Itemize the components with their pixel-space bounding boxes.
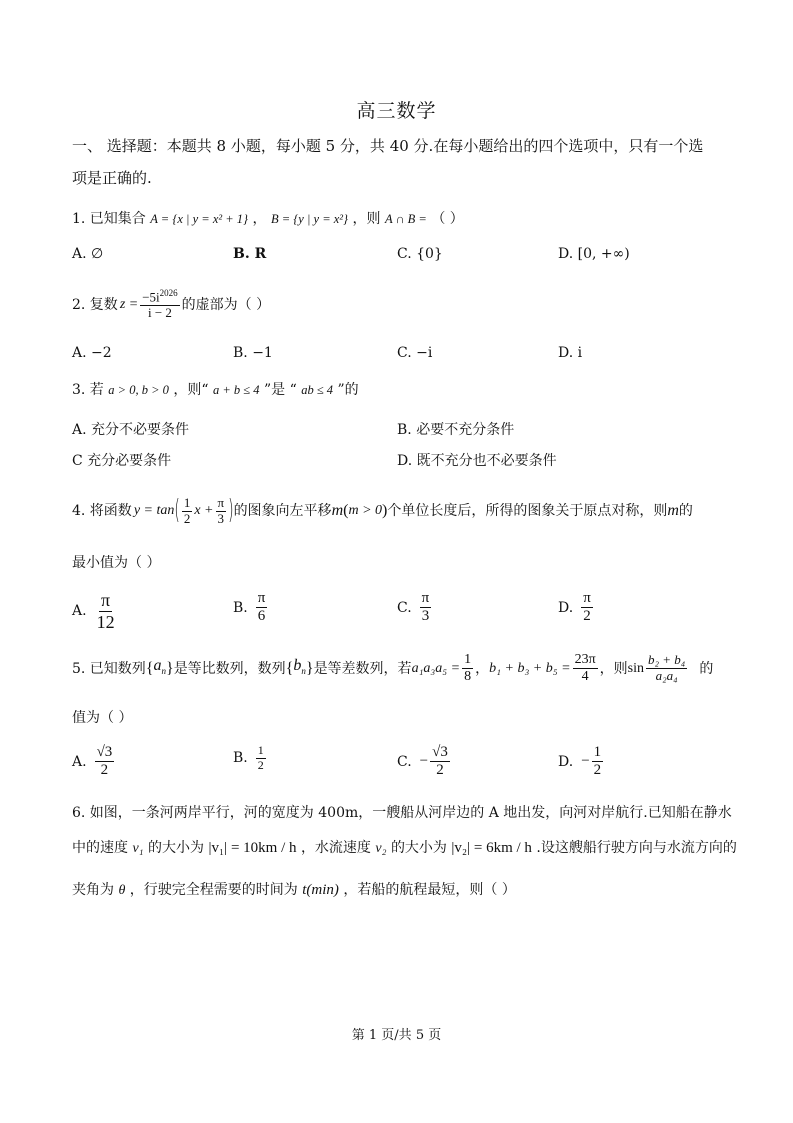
question-3	[72, 380, 359, 400]
q4-tail: 个单位长度后，所得的图象关于原点对称，则	[387, 503, 668, 520]
q5-seq-a-sub: n	[161, 666, 166, 677]
q4-option-a-letter: A.	[72, 603, 87, 620]
q4-option-a	[72, 590, 119, 632]
question-6-line3	[72, 880, 516, 901]
q5-sum: b₁ + b₃ + b₅ =	[489, 660, 571, 676]
q4-shift-cond: m > 0	[348, 503, 383, 519]
q4-option-c-letter: C.	[397, 599, 412, 616]
q5-prefix: 5. 已知数列	[72, 660, 146, 677]
q5-option-c-frac	[430, 744, 450, 780]
q5-comma: ，	[475, 660, 490, 677]
q1-option-a: A. ∅	[72, 246, 104, 262]
q5-mid2: 是等差数列，若	[313, 660, 412, 677]
q5-option-a-letter: A.	[72, 753, 87, 770]
q6-time: t(min)	[302, 882, 339, 898]
question-6-line2	[72, 838, 737, 859]
q5-option-d-den: 2	[593, 762, 602, 779]
q1-comma: ，	[252, 211, 267, 227]
q5-product-den: 8	[464, 669, 472, 685]
q6-l2-b: 的大小为	[148, 840, 204, 856]
q4-shift-close: )	[382, 502, 388, 520]
q5-product: a₁a₃a₅ =	[411, 660, 461, 676]
q5-product-frac	[462, 652, 473, 685]
q6-l3-c: ，若船的航程最短，则（ ）	[343, 882, 516, 898]
q4-option-c-num: π	[420, 590, 432, 608]
q5-seq-b-base: b	[293, 657, 302, 674]
q5-sin-frac	[646, 653, 687, 684]
q1-tail: ，则	[352, 211, 381, 227]
q3-option-c: C 充分必要条件	[72, 453, 172, 469]
q5-seq-a-base: a	[153, 657, 162, 674]
q5-option-c-letter: C.	[397, 753, 412, 770]
question-5	[72, 652, 713, 685]
q6-theta: θ	[118, 883, 126, 898]
q4-option-a-num: π	[101, 590, 111, 610]
q5-seq-b-open: {	[285, 659, 294, 677]
q4-function-lhs: y = tan	[133, 503, 175, 519]
section-header-line2: 项是正确的.	[72, 169, 152, 187]
q4-frac-half-num: 1	[183, 495, 191, 510]
q5-option-c-sign: −	[419, 753, 429, 770]
q1-prefix: 1. 已知集合	[72, 211, 146, 227]
q4-frac-half-den: 2	[183, 510, 191, 526]
q4-frac-pi3-num: π	[217, 495, 225, 510]
q4-option-d-frac	[581, 590, 593, 626]
q2-num-exponent: 2026	[159, 288, 178, 298]
q2-option-b: B. −1	[233, 345, 273, 361]
q4-frac-pi3	[216, 496, 227, 527]
q2-denominator: i − 2	[147, 305, 172, 321]
q5-seq-b	[293, 656, 306, 681]
q4-xplus: x +	[194, 503, 214, 519]
q6-l3-a: 夹角为	[72, 882, 114, 898]
q3-tail: ”的	[337, 382, 359, 398]
q2-prefix: 2. 复数	[72, 296, 118, 313]
question-6-line1: 6. 如图，一条河两岸平行，河的宽度为 400m，一艘船从河岸边的 A 地出发，向河对岸航行.已知船在静水	[72, 805, 732, 821]
q1-set-a: A = {x | y = x² + 1}	[150, 212, 249, 226]
q3-condition: a > 0, b > 0	[108, 383, 169, 397]
q1-set-b: B = {y | y = x²}	[270, 212, 349, 226]
q5-option-b	[233, 744, 268, 773]
question-2	[72, 288, 270, 321]
q4-prefix: 4. 将函数	[72, 503, 132, 520]
q4-line2: 最小值为（ ）	[72, 555, 161, 571]
q4-shift-open: (	[343, 502, 349, 520]
q5-sin-num: b₂ + b₄	[648, 652, 686, 668]
q3-mid2: ”是 “	[263, 382, 297, 398]
q4-option-b	[233, 590, 269, 626]
q3-mid1: ，则“	[173, 382, 209, 398]
q6-l2-e: .设这艘船行驶方向与水流方向的	[536, 840, 737, 856]
q6-l2-a: 中的速度	[72, 840, 128, 856]
q4-option-a-frac	[95, 590, 117, 632]
q2-fraction	[140, 288, 179, 321]
q1-expression: A ∩ B =	[384, 212, 427, 226]
q5-option-b-den: 2	[257, 757, 264, 772]
q5-option-b-num: 1	[257, 743, 264, 757]
q5-option-d-letter: D.	[558, 753, 574, 770]
q5-option-d	[558, 744, 605, 780]
q4-tail2: 的	[678, 503, 693, 520]
q4-option-c	[397, 590, 433, 626]
q6-l2-c: ，水流速度	[300, 840, 371, 856]
q2-numerator	[140, 288, 179, 306]
page-title: 高三数学	[356, 100, 437, 122]
q4-option-b-frac	[256, 590, 268, 626]
q5-option-a	[72, 744, 116, 780]
q2-lhs: z =	[119, 296, 139, 312]
q5-option-a-frac	[95, 744, 115, 780]
q5-sum-den: 4	[581, 669, 589, 685]
q5-product-num: 1	[462, 652, 473, 669]
q1-option-b	[233, 246, 266, 262]
q5-option-a-den: 2	[100, 762, 109, 779]
q6-l3-b: ，行驶完全程需要的时间为	[129, 882, 298, 898]
q4-shift-var: m	[331, 502, 344, 520]
q5-mid1: 是等比数列，数列	[173, 660, 286, 677]
q5-option-c-num: √3	[430, 744, 450, 762]
q4-option-d-letter: D.	[558, 599, 574, 616]
q3-prefix: 3. 若	[72, 382, 104, 398]
q3-p: a + b ≤ 4	[212, 383, 260, 397]
q4-right-paren: )	[228, 496, 234, 527]
q5-seq-a-open: {	[145, 659, 154, 677]
q4-option-d-den: 2	[583, 608, 591, 625]
question-4	[72, 496, 693, 527]
q1-option-b-text: B. R	[233, 246, 267, 262]
q4-option-d-num: π	[581, 590, 593, 608]
q3-option-b: B. 必要不充分条件	[397, 422, 515, 438]
q1-option-d: D. [0, +∞)	[558, 246, 630, 262]
q5-option-d-sign: −	[581, 753, 590, 770]
q5-line2: 值为（ ）	[72, 710, 133, 726]
page-footer: 第 1 页/共 5 页	[351, 1028, 442, 1043]
q1-blank: （ ）	[431, 211, 464, 227]
q4-option-b-den: 6	[257, 608, 266, 625]
q2-option-c: C. −i	[397, 345, 433, 361]
q4-option-c-den: 3	[421, 608, 430, 625]
q5-sum-num: 23π	[573, 652, 598, 669]
q2-tail: 的虚部为（ ）	[181, 296, 271, 313]
q1-option-c: C. {0}	[397, 246, 443, 262]
q5-seq-b-close: }	[305, 659, 314, 677]
q6-v1: v₁	[132, 841, 144, 856]
q5-sum-frac	[573, 652, 598, 685]
q4-option-b-num: π	[256, 590, 268, 608]
q4-frac-half	[182, 496, 193, 527]
q5-option-c	[397, 744, 452, 780]
section-header-line1: 一、 选择题：本题共 8 小题，每小题 5 分，共 40 分.在每小题给出的四个选项中，只有一个选	[72, 137, 704, 155]
q4-var: m	[667, 502, 679, 520]
q5-option-d-num: 1	[592, 744, 604, 762]
q3-q: ab ≤ 4	[301, 383, 334, 397]
q3-option-a: A. 充分不必要条件	[72, 422, 190, 438]
q6-l2-d: 的大小为	[390, 840, 447, 856]
q4-option-b-letter: B.	[233, 599, 248, 616]
q5-seq-b-sub: n	[301, 666, 306, 677]
q5-sin-den: a₂a₄	[655, 668, 678, 684]
q6-v2: v₂	[375, 841, 387, 856]
q5-option-b-frac	[256, 744, 266, 773]
q6-v2-magnitude: |v₂| = 6km / h	[451, 840, 532, 856]
q3-option-d: D. 既不充分也不必要条件	[397, 453, 557, 469]
question-1	[72, 209, 464, 229]
q5-mid3: ，则	[599, 660, 628, 677]
q2-option-d: D. i	[558, 345, 583, 361]
q4-option-c-frac	[420, 590, 432, 626]
q4-option-d	[558, 590, 595, 626]
q4-frac-pi3-den: 3	[217, 510, 225, 526]
q5-option-d-frac	[592, 744, 604, 780]
q5-sin: sin	[627, 660, 644, 676]
q5-tail: 的	[699, 660, 714, 677]
q4-mid: 的图象向左平移	[233, 503, 332, 520]
q2-option-a: A. −2	[72, 345, 112, 361]
q2-num-base: −5i	[142, 289, 160, 305]
q5-option-b-letter: B.	[233, 750, 248, 767]
q5-option-a-num: √3	[95, 744, 115, 762]
q4-left-paren: (	[174, 496, 180, 527]
q5-option-c-den: 2	[436, 762, 444, 779]
q6-v1-magnitude: |v₁| = 10km / h	[208, 840, 297, 856]
q5-seq-a	[154, 656, 167, 681]
q5-seq-a-close: }	[166, 659, 174, 677]
q4-option-a-den: 12	[96, 611, 115, 632]
